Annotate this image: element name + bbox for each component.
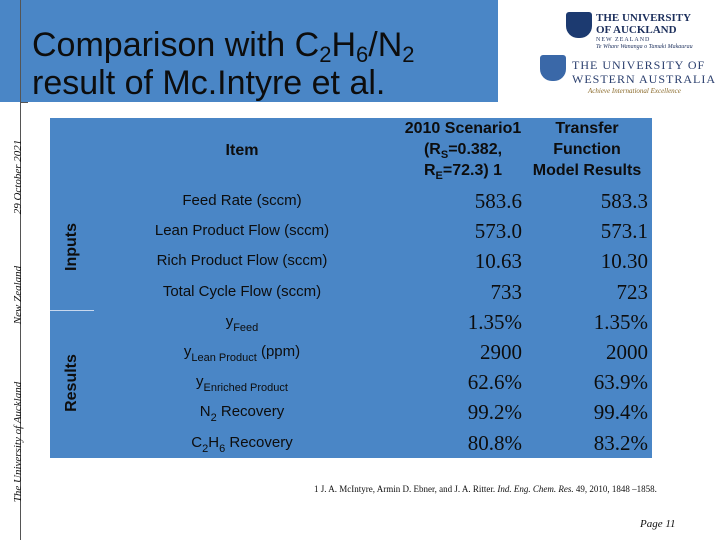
value-scenario: 80.8%	[467, 430, 522, 455]
col1-header-line1: 2010 Scenario1	[404, 120, 522, 137]
value-model: 63.9%	[593, 370, 648, 395]
col2-header-line2: Function	[553, 141, 621, 158]
group-inputs	[50, 186, 94, 310]
title-sub-1: 2	[319, 42, 332, 67]
row-label-main: N	[199, 403, 211, 421]
row-label-main: C	[191, 433, 203, 451]
group-results-label: Results	[63, 354, 80, 412]
row-label-main: y	[196, 373, 204, 391]
value-model: 573.1	[600, 219, 648, 244]
row-label: Rich Product Flow (sccm)	[156, 252, 328, 270]
side-university: The University of Auckland	[12, 381, 24, 503]
slide-title	[32, 26, 492, 102]
uwa-logo-line1: THE UNIVERSITY OF	[572, 58, 706, 72]
row-label	[96, 397, 388, 427]
title-line-2: result of Mc.Intyre et al.	[32, 64, 386, 102]
auckland-logo-line1: THE UNIVERSITY	[596, 12, 692, 24]
group-inputs-label: Inputs	[63, 223, 80, 271]
value-scenario: 573.0	[474, 219, 522, 244]
value-model: 10.30	[600, 249, 648, 274]
row-label-sub: Enriched Product	[203, 382, 288, 395]
col1-header	[388, 118, 538, 181]
col1-header-line3: $R_E=72.3$) 1	[423, 162, 503, 182]
row-label-tail: Recovery	[225, 433, 293, 451]
value-scenario: 2900	[480, 340, 522, 364]
value-model: 2000	[606, 340, 648, 364]
row-label-sub2: 6	[219, 442, 226, 455]
value-scenario: 10.63	[474, 249, 522, 274]
footnote-citation-tail: 49, 2010, 1848 –1858.	[575, 484, 657, 494]
value-model: 99.4%	[593, 400, 648, 425]
col1-header-line2: ($R_S=0.382$,	[423, 141, 503, 161]
page-number: Page 11	[640, 518, 676, 530]
row-label: Total Cycle Flow (sccm)	[162, 282, 322, 300]
col2-header-line1: Transfer	[555, 120, 619, 137]
row-label-main: y	[225, 312, 234, 330]
uwa-logo-tagline: Achieve International Excellence	[588, 87, 681, 95]
value-scenario: 583.6	[474, 189, 522, 213]
value-scenario: 62.6%	[467, 370, 522, 395]
title-text-2: H	[331, 26, 357, 64]
logo-area	[498, 0, 720, 104]
side-rule-tick	[20, 102, 28, 103]
value-scenario: 99.2%	[467, 400, 522, 425]
item-header: Item	[225, 142, 259, 159]
value-scenario: 1.35%	[467, 309, 522, 334]
row-label-sub: 2	[202, 442, 209, 455]
value-scenario: 733	[490, 279, 522, 304]
row-label: Lean Product Flow (sccm)	[154, 222, 330, 240]
title-text-3: /N	[368, 26, 403, 64]
footnote	[314, 484, 714, 494]
row-label: Feed Rate (sccm)	[182, 192, 302, 209]
row-label	[96, 337, 388, 367]
title-text-1: Comparison with C	[32, 26, 320, 64]
row-label-mid: H	[208, 433, 220, 451]
auckland-logo-maori: Te Whare Wananga o Tamaki Makaurau	[596, 44, 693, 50]
col2-header-line3: Model Results	[532, 162, 642, 179]
row-label-sub: Lean Product	[191, 352, 257, 364]
uwa-logo-line2: WESTERN AUSTRALIA	[572, 72, 716, 86]
row-label-tail: (ppm)	[256, 343, 301, 360]
footnote-authors: 1 J. A. McIntyre, Armin D. Ebner, and J. A. Ritter.	[314, 484, 496, 494]
row-label	[96, 307, 388, 337]
uwa-crest-icon	[540, 55, 566, 81]
auckland-logo-line3: NEW ZEALAND	[596, 37, 651, 43]
group-results	[50, 310, 94, 458]
title-sub-2: 6	[356, 42, 369, 67]
side-country: New Zealand	[12, 265, 24, 325]
auckland-crest-icon	[566, 12, 592, 38]
value-model: 1.35%	[593, 309, 648, 334]
row-label-main: y	[183, 343, 192, 360]
value-model: 83.2%	[593, 430, 648, 455]
row-label	[96, 428, 388, 458]
value-model: 583.3	[600, 189, 648, 213]
value-model: 723	[616, 279, 648, 304]
auckland-logo-line2: OF AUCKLAND	[596, 24, 677, 36]
side-date: 29 October 2021	[12, 139, 24, 215]
title-sub-3: 2	[402, 42, 415, 67]
col2-header	[524, 118, 650, 181]
row-label	[96, 367, 388, 397]
row-label-sub: Feed	[233, 321, 259, 334]
row-label-sub: 2	[210, 412, 217, 425]
row-label-tail: Recovery	[216, 403, 285, 421]
footnote-journal: Ind. Eng. Chem. Res.	[497, 484, 574, 494]
